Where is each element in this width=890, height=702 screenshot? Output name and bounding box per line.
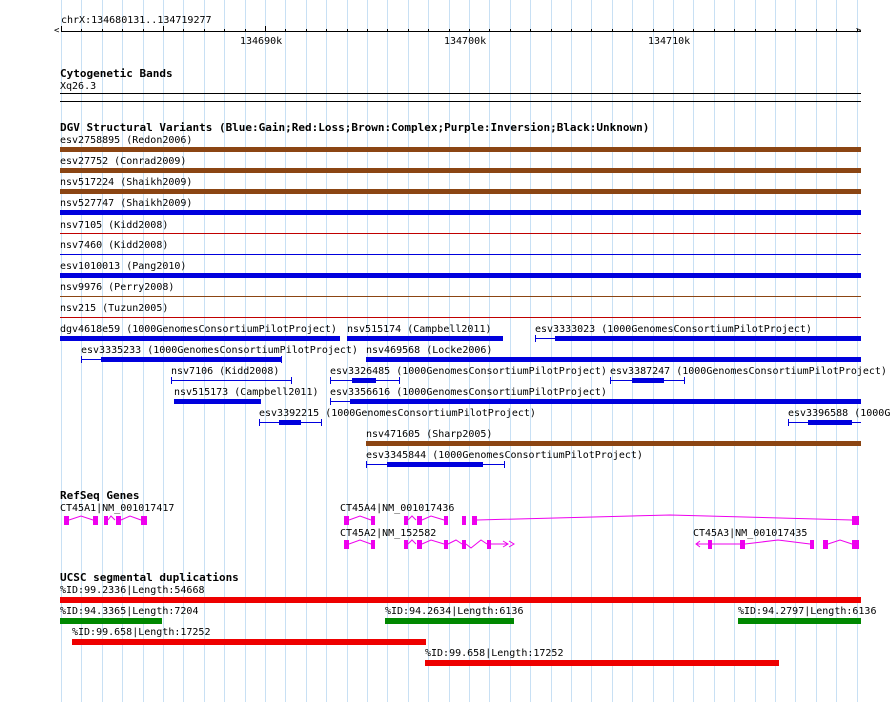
dgv-item-label[interactable]: esv3345844 (1000GenomesConsortiumPilotProject) (366, 450, 643, 461)
dgv-item-label[interactable]: nsv515173 (Campbell2011) (174, 387, 319, 398)
gene-model-ct45a4 (344, 515, 859, 525)
segdup-bar-green[interactable] (738, 618, 861, 624)
segdup-bar-green[interactable] (385, 618, 514, 624)
gene-model-ct45a2 (344, 540, 514, 549)
segdup-bar-red[interactable] (425, 660, 779, 666)
dgv-item-label[interactable]: esv27752 (Conrad2009) (60, 156, 187, 167)
dgv-item-label[interactable]: esv2758895 (Redon2006) (60, 135, 193, 146)
dgv-item-label[interactable]: esv3326485 (1000GenomesConsortiumPilotProject) (330, 366, 607, 377)
dgv-item-label[interactable]: nsv517224 (Shaikh2009) (60, 177, 193, 188)
segdup-label[interactable]: %ID:99.658|Length:17252 (72, 627, 211, 638)
gene-label-ct45a2[interactable]: CT45A2|NM_152582 (340, 528, 437, 539)
gene-model-ct45a3 (696, 540, 859, 549)
ruler-tick-label-1: 134690k (240, 36, 283, 47)
refseq-track-title[interactable]: RefSeq Genes (60, 489, 140, 502)
dgv-item-label[interactable]: nsv515174 (Campbell2011) (347, 324, 492, 335)
dgv-item-label[interactable]: nsv471605 (Sharp2005) (366, 429, 493, 440)
dgv-item-label[interactable]: nsv9976 (Perry2008) (60, 282, 175, 293)
dgv-item-label[interactable]: esv1010013 (Pang2010) (60, 261, 187, 272)
segdup-bar-green[interactable] (60, 618, 162, 624)
cytoband-label: Xq26.3 (60, 81, 97, 92)
dgv-item-label[interactable]: nsv469568 (Locke2006) (366, 345, 493, 356)
segdup-track-title[interactable]: UCSC segmental duplications (60, 571, 239, 584)
dgv-item-label[interactable]: nsv527747 (Shaikh2009) (60, 198, 193, 209)
gene-model-ct45a1 (64, 516, 147, 525)
dgv-item-label[interactable]: esv3333023 (1000GenomesConsortiumPilotProject) (535, 324, 812, 335)
segdup-label[interactable]: %ID:94.2634|Length:6136 (385, 606, 524, 617)
dgv-item-label[interactable]: nsv7460 (Kidd2008) (60, 240, 169, 251)
dgv-item-label[interactable]: esv3335233 (1000GenomesConsortiumPilotProject) (81, 345, 358, 356)
dgv-item-label[interactable]: nsv7106 (Kidd2008) (171, 366, 280, 377)
ruler-right-arrow: > (856, 26, 862, 36)
ruler-coords: chrX:134680131..134719277 (61, 15, 212, 26)
dgv-track-title[interactable]: DGV Structural Variants (Blue:Gain;Red:Loss;Brown:Complex;Purple:Inversion;Black:Unknown) (60, 121, 650, 134)
segdup-bar-red[interactable] (72, 639, 426, 645)
cytoband-track-title[interactable]: Cytogenetic Bands (60, 67, 173, 80)
dgv-item-label[interactable]: esv3392215 (1000GenomesConsortiumPilotProject) (259, 408, 536, 419)
ruler-left-arrow: < (54, 26, 60, 36)
dgv-item-label[interactable]: nsv7105 (Kidd2008) (60, 220, 169, 231)
segdup-label[interactable]: %ID:94.2797|Length:6136 (738, 606, 877, 617)
dgv-item-label[interactable]: esv3396588 (1000G (788, 408, 890, 419)
segdup-label[interactable]: %ID:99.658|Length:17252 (425, 648, 564, 659)
segdup-bar-red[interactable] (60, 597, 861, 603)
gene-label-ct45a4[interactable]: CT45A4|NM_001017436 (340, 503, 455, 514)
segdup-label[interactable]: %ID:94.3365|Length:7204 (60, 606, 199, 617)
ruler-tick-label-3: 134710k (648, 36, 691, 47)
dgv-item-label[interactable]: esv3356616 (1000GenomesConsortiumPilotProject) (330, 387, 607, 398)
dgv-item-label[interactable]: esv3387247 (1000GenomesConsortiumPilotProject) (610, 366, 887, 377)
dgv-item-label[interactable]: dgv4618e59 (1000GenomesConsortiumPilotProject) (60, 324, 337, 335)
gene-label-ct45a3[interactable]: CT45A3|NM_001017435 (693, 528, 808, 539)
gene-label-ct45a1[interactable]: CT45A1|NM_001017417 (60, 503, 175, 514)
dgv-item-label[interactable]: nsv215 (Tuzun2005) (60, 303, 169, 314)
segdup-label[interactable]: %ID:99.2336|Length:54668 (60, 585, 205, 596)
ruler-tick-label-2: 134700k (444, 36, 487, 47)
